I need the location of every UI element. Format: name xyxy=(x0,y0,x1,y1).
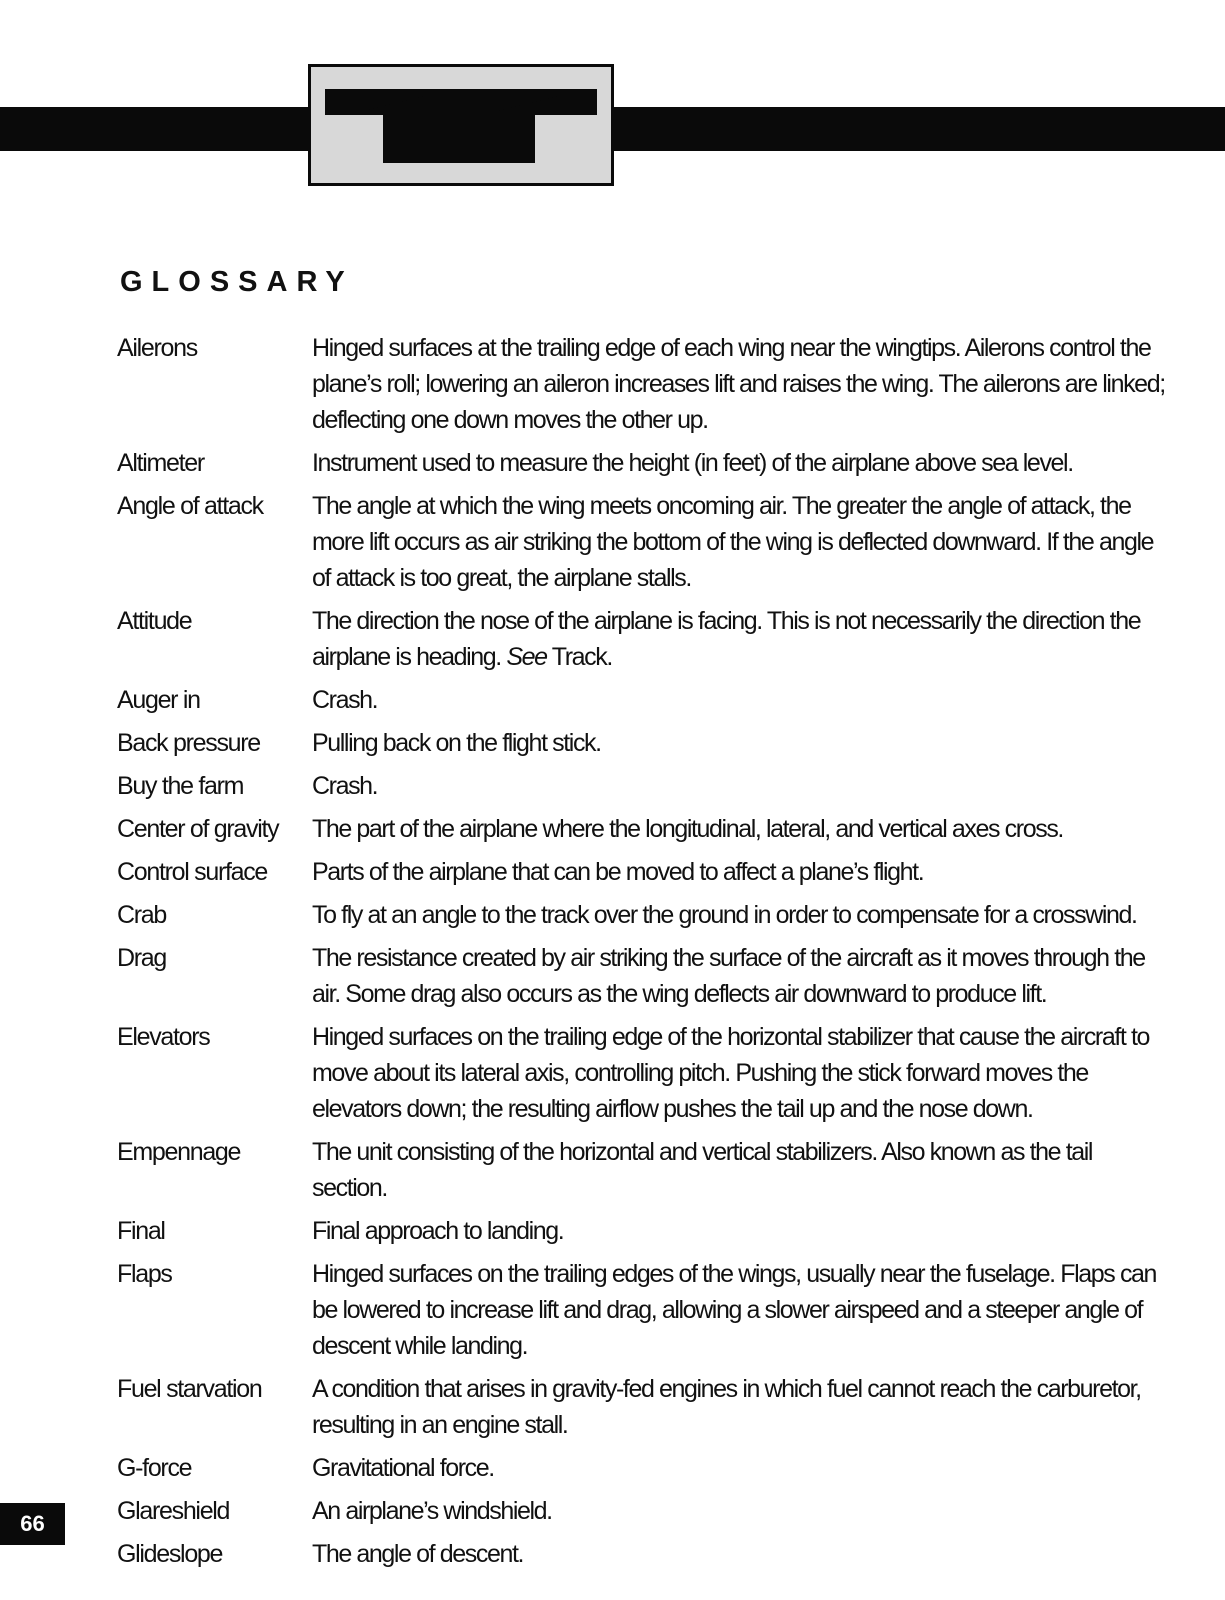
glossary-term: Elevators xyxy=(117,1023,210,1051)
glossary-list xyxy=(117,330,1167,1579)
glossary-entry xyxy=(117,682,1167,718)
glossary-definition: The unit consisting of the horizontal and vertical stabilizers. Also known as the tail section. xyxy=(312,1138,1093,1202)
see-also-label: See xyxy=(506,643,547,671)
glossary-term: Glideslope xyxy=(117,1540,223,1568)
glossary-term: Attitude xyxy=(117,607,192,635)
glossary-definition: The resistance created by air striking the surface of the aircraft as it moves through the air. Some drag also occurs as the wing deflects air downward to produce lift. xyxy=(312,944,1145,1008)
glossary-definition: An airplane’s windshield. xyxy=(312,1497,552,1525)
glossary-entry xyxy=(117,1256,1167,1364)
glossary-term: Angle of attack xyxy=(117,492,263,520)
glossary-entry xyxy=(117,1450,1167,1486)
glossary-entry xyxy=(117,603,1167,675)
glossary-definition: Instrument used to measure the height (in feet) of the airplane above sea level. xyxy=(312,449,1073,477)
glossary-term: Crab xyxy=(117,901,166,929)
glossary-entry xyxy=(117,1134,1167,1206)
glossary-definition-text: The direction the nose of the airplane is facing. This is not necessarily the direction the airplane is heading. xyxy=(312,607,1141,671)
glossary-definition: A condition that arises in gravity-fed engines in which fuel cannot reach the carburetor, resulting in an engine stall. xyxy=(312,1375,1141,1439)
glossary-definition: The part of the airplane where the longitudinal, lateral, and vertical axes cross. xyxy=(312,815,1063,843)
glossary-definition: Hinged surfaces on the trailing edges of the wings, usually near the fuselage. Flaps can be lowered to increase lift and drag, allowing a slower airspeed and a steeper angle of descent while landing. xyxy=(312,1260,1157,1360)
logo-emblem xyxy=(308,64,614,186)
glossary-definition: Pulling back on the flight stick. xyxy=(312,729,601,757)
glossary-entry xyxy=(117,330,1167,438)
glossary-definition: Gravitational force. xyxy=(312,1454,494,1482)
glossary-entry xyxy=(117,1213,1167,1249)
glossary-definition: The angle of descent. xyxy=(312,1540,524,1568)
glossary-term: Center of gravity xyxy=(117,815,279,843)
glossary-definition: The angle at which the wing meets oncoming air. The greater the angle of attack, the more lift occurs as air striking the bottom of the wing is deflected downward. If the angle of attack is too great, the airplane stalls. xyxy=(312,492,1154,592)
glossary-entry xyxy=(117,1371,1167,1443)
glossary-entry xyxy=(117,897,1167,933)
glossary-entry xyxy=(117,854,1167,890)
glossary-term: Auger in xyxy=(117,686,200,714)
glossary-entry xyxy=(117,1019,1167,1127)
glossary-term: Glareshield xyxy=(117,1497,230,1525)
glossary-entry xyxy=(117,940,1167,1012)
logo-shape-icon xyxy=(311,67,611,183)
glossary-definition: Hinged surfaces on the trailing edge of the horizontal stabilizer that cause the aircraft to move about its lateral axis, controlling pitch. Pushing the stick forward moves the elevators down; the resulting airflow pushes the tail up and the nose down. xyxy=(312,1023,1150,1123)
glossary-term: Back pressure xyxy=(117,729,260,757)
glossary-definition: Hinged surfaces at the trailing edge of each wing near the wingtips. Ailerons control the plane’s roll; lowering an aileron increases lift and raises the wing. The ailerons are linked; deflecting one down moves the other up. xyxy=(312,334,1165,434)
glossary-term: Control surface xyxy=(117,858,268,886)
glossary-term: Empennage xyxy=(117,1138,241,1166)
page-title: GLOSSARY xyxy=(120,266,354,298)
glossary-term: Altimeter xyxy=(117,449,204,477)
glossary-entry xyxy=(117,1493,1167,1529)
glossary-term: Final xyxy=(117,1217,165,1245)
glossary-entry xyxy=(117,725,1167,761)
glossary-entry xyxy=(117,811,1167,847)
glossary-definition xyxy=(312,603,1167,675)
glossary-entry xyxy=(117,488,1167,596)
glossary-entry xyxy=(117,1536,1167,1572)
glossary-definition: Parts of the airplane that can be moved to affect a plane’s flight. xyxy=(312,858,924,886)
glossary-entry xyxy=(117,768,1167,804)
glossary-term: Buy the farm xyxy=(117,772,244,800)
glossary-term: G-force xyxy=(117,1454,192,1482)
glossary-term: Flaps xyxy=(117,1260,172,1288)
glossary-term: Fuel starvation xyxy=(117,1375,262,1403)
glossary-term: Drag xyxy=(117,944,166,972)
glossary-definition: Crash. xyxy=(312,686,378,714)
glossary-definition: To fly at an angle to the track over the ground in order to compensate for a crosswind. xyxy=(312,901,1137,929)
glossary-definition: Final approach to landing. xyxy=(312,1217,564,1245)
see-also-link[interactable]: Track. xyxy=(551,643,612,671)
page-number-badge: 66 xyxy=(0,1503,65,1545)
glossary-entry xyxy=(117,445,1167,481)
glossary-term: Ailerons xyxy=(117,334,197,362)
glossary-definition: Crash. xyxy=(312,772,378,800)
